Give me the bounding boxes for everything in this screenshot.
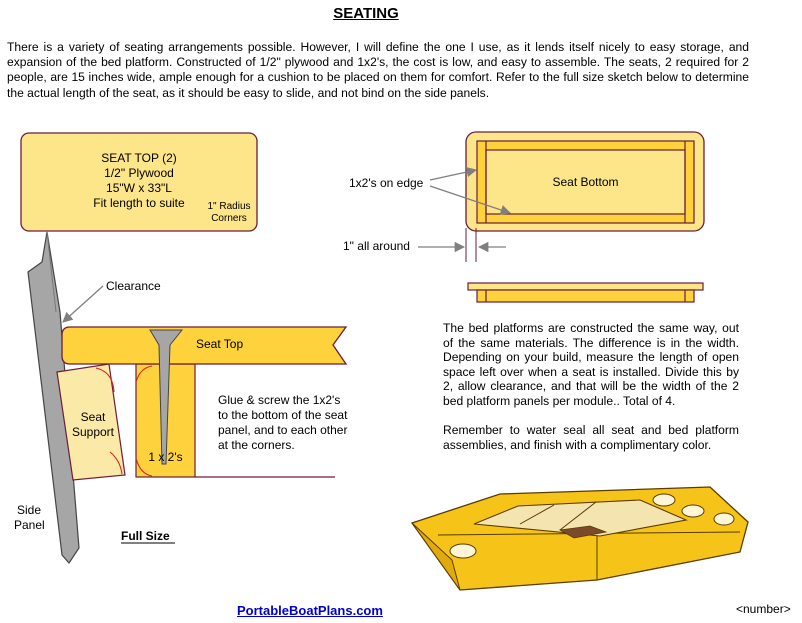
seat-top-label-3: 15"W x 33"L [106,181,172,195]
radius-label-2: Corners [211,213,247,224]
glue-label-3: panel, and to each other [218,423,348,437]
platforms-paragraph-1: The bed platforms are constructed the same way, out of the same materials. The difference is in the width. Depending on your build, measure the length of open space left over when a seat is installed. Divide this by 2, allow clearance, and that will be the width of the 2 bed platform panels per module.. Total of 4. [443,321,739,408]
page-number: <number> [736,602,791,616]
platforms-text [443,321,739,467]
seat-top-label-1: SEAT TOP (2) [101,151,177,165]
boat-illustration [412,487,748,590]
around-label: 1" all around [343,239,410,253]
platforms-paragraph-2: Remember to water seal all seat and bed platform assemblies, and finish with a complimentary color. [443,423,739,452]
full-size-label: Full Size [121,529,170,543]
page-title: SEATING [333,5,399,22]
clearance-arrow [63,286,103,322]
glue-label-4: at the corners. [218,438,295,452]
one-by-two-label: 1 x 2's [148,450,183,464]
clearance-label: Clearance [106,279,161,293]
radius-label-1: 1" Radius [207,201,251,212]
side-panel-label-2: Panel [14,518,45,532]
edge-label: 1x2's on edge [349,176,424,190]
side-panel-label-1: Side [17,503,42,517]
seat-bottom-label: Seat Bottom [552,175,619,189]
glue-label-2: to the bottom of the seat [218,408,348,422]
seat-top-section-label: Seat Top [196,337,244,351]
seat-top-label-2: 1/2" Plywood [104,166,174,180]
seat-support-label-2: Support [71,425,115,439]
glue-label-1: Glue & screw the 1x2's [218,393,341,407]
seat-top-label-4: Fit length to suite [93,196,185,210]
seat-side-elevation [468,283,703,302]
seat-support-label-1: Seat [80,410,106,424]
site-link[interactable]: PortableBoatPlans.com [237,603,383,618]
intro-paragraph: There is a variety of seating arrangements possible. However, I will define the one I use, as it lends itself nicely to easy storage, and expansion of the bed platform. Constructed of 1/2" plywood and 1x2's, the cost is low, and easy to assemble. The seats, 2 required for 2 people, are 15 inches wide, ample enough for a cushion to be placed on them for comfort. Refer to the full size sketch below to determine the actual length of the seat, as it should be easy to slide, and not bind on the side panels. [7,40,749,100]
